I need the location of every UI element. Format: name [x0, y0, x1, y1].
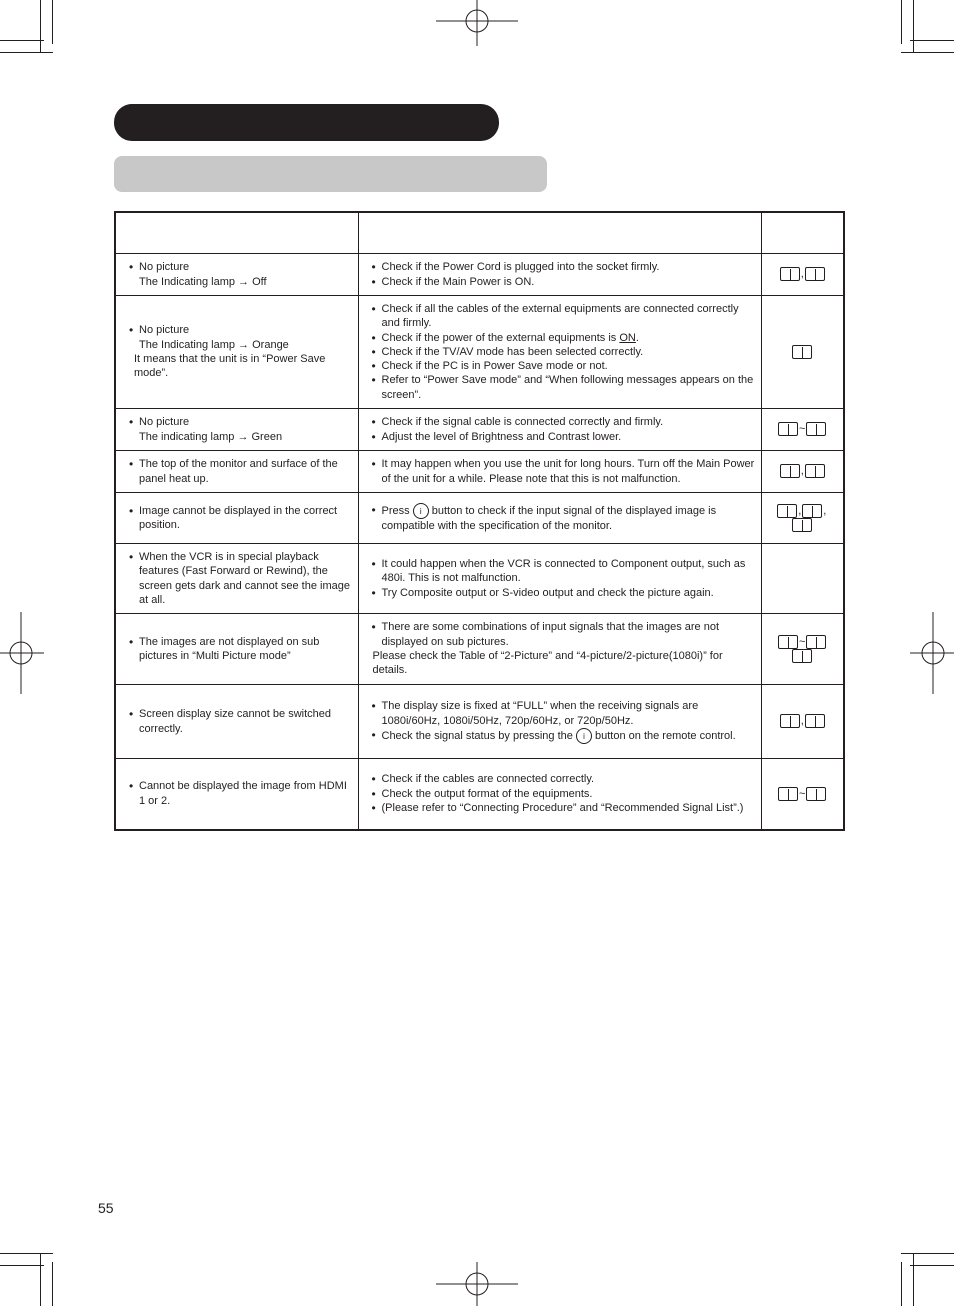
book-reference-icon	[778, 422, 798, 436]
symptom-cell	[115, 544, 358, 614]
symptom-cell	[115, 409, 358, 451]
reference-cell	[761, 451, 844, 493]
reference-separator: ~	[799, 635, 806, 648]
table-row	[115, 409, 844, 451]
remedy-cell	[358, 409, 761, 451]
remedy-item: • (Please refer to “Connecting Procedure” and “Recommended Signal List”.)	[373, 801, 755, 815]
book-reference-icon	[802, 504, 822, 518]
table-header-row	[115, 212, 844, 254]
symptom-item: • The images are not displayed on sub pictures in “Multi Picture mode”	[130, 635, 352, 664]
remedy-item: • There are some combinations of input signals that the images are not displayed on sub pictures.	[373, 620, 755, 649]
remedy-cell	[358, 685, 761, 759]
symptom-item: • No picture	[130, 323, 352, 337]
reference-separator: ~	[799, 423, 806, 436]
remedy-item: • Refer to “Power Save mode” and “When following messages appears on the screen”.	[373, 373, 755, 402]
book-reference-icon	[780, 714, 800, 728]
header-reference	[761, 212, 844, 254]
remedy-item	[373, 728, 755, 744]
book-reference-icon	[792, 649, 812, 663]
remedy-text: Press	[381, 504, 413, 517]
remedy-item: • Check if the PC is in Power Save mode or not.	[373, 359, 755, 373]
book-reference-icon	[780, 267, 800, 281]
remedy-cell	[358, 544, 761, 614]
reference-cell	[761, 544, 844, 614]
reference-cell	[761, 493, 844, 544]
symptom-cell	[115, 759, 358, 830]
reference-cell	[761, 296, 844, 409]
book-reference-icon	[806, 787, 826, 801]
remedy-item: • It could happen when the VCR is connected to Component output, such as 480i. This is not malfunction.	[373, 557, 755, 586]
remedy-item: • Check if all the cables of the external equipments are connected correctly and firmly.	[373, 302, 755, 331]
symptom-detail: The Indicating lamp → Orange	[139, 338, 289, 351]
remedy-text: Check if the power of the external equipments is	[381, 331, 620, 344]
remedy-cell	[358, 493, 761, 544]
book-reference-icon	[778, 635, 798, 649]
table-row	[115, 493, 844, 544]
remedy-item	[373, 503, 755, 533]
remedy-text: button to check if the input signal of the displayed image is compatible with the specification of the monitor.	[381, 504, 717, 532]
remedy-item: • The display size is fixed at “FULL” when the receiving signals are 1080i/60Hz, 1080i/50Hz, 720p/60Hz, or 720p/50Hz.	[373, 699, 755, 728]
remedy-cell	[358, 759, 761, 830]
header-symptom	[115, 212, 358, 254]
book-reference-icon	[778, 787, 798, 801]
reference-cell	[761, 614, 844, 685]
table-row	[115, 759, 844, 830]
remedy-emphasis: ON	[619, 331, 636, 344]
reference-separator: ,	[823, 504, 827, 517]
reference-separator: ,	[800, 465, 804, 478]
book-reference-icon	[777, 504, 797, 518]
table-row	[115, 254, 844, 296]
symptom-detail: The indicating lamp → Green	[139, 430, 283, 443]
reference-separator: ~	[799, 787, 806, 800]
reference-separator: ,	[798, 504, 802, 517]
symptom-cell	[115, 614, 358, 685]
header-remedy	[358, 212, 761, 254]
table-row	[115, 614, 844, 685]
symptom-note: It means that the unit is in “Power Save mode”.	[134, 353, 326, 380]
remedy-cell	[358, 614, 761, 685]
reference-separator: ,	[800, 715, 804, 728]
table-row	[115, 296, 844, 409]
remedy-item: • Check if the cables are connected correctly.	[373, 772, 755, 786]
reference-cell	[761, 685, 844, 759]
symptom-cell	[115, 493, 358, 544]
book-reference-icon	[806, 635, 826, 649]
symptom-item: • Image cannot be displayed in the correct position.	[130, 504, 352, 533]
registration-mark-top	[436, 0, 518, 46]
reference-cell	[761, 254, 844, 296]
remedy-item: • Adjust the level of Brightness and Contrast lower.	[373, 430, 755, 444]
remedy-item: • Check if the signal cable is connected correctly and firmly.	[373, 415, 755, 429]
reference-cell	[761, 409, 844, 451]
troubleshooting-table	[114, 211, 845, 831]
symptom-item: • The top of the monitor and surface of the panel heat up.	[130, 457, 352, 486]
table-row	[115, 685, 844, 759]
symptom-item: • No picture	[130, 415, 352, 429]
remedy-text: button on the remote control.	[591, 729, 736, 742]
remedy-cell	[358, 254, 761, 296]
table-row	[115, 451, 844, 493]
remedy-note: Please check the Table of “2-Picture” and “4-picture/2-picture(1080i)” for details.	[372, 650, 723, 677]
remedy-cell	[358, 296, 761, 409]
symptom-detail: The Indicating lamp → Off	[139, 275, 267, 288]
remedy-text: .	[635, 331, 639, 344]
remedy-item: • It may happen when you use the unit for long hours. Turn off the Main Power of the unit for a while. Please note that this is not malfunction.	[373, 457, 755, 486]
symptom-cell	[115, 296, 358, 409]
book-reference-icon	[780, 464, 800, 478]
book-reference-icon	[792, 518, 812, 532]
book-reference-icon	[805, 464, 825, 478]
remedy-item: • Check if the Power Cord is plugged into the socket firmly.	[373, 260, 755, 274]
symptom-item: • No picture	[130, 260, 352, 274]
book-reference-icon	[805, 267, 825, 281]
book-reference-icon	[805, 714, 825, 728]
reference-separator: ,	[800, 268, 804, 281]
info-button-icon: i	[576, 728, 592, 744]
remedy-item: • Check the output format of the equipments.	[373, 787, 755, 801]
reference-cell	[761, 759, 844, 830]
symptom-cell	[115, 451, 358, 493]
page-number: 55	[98, 1200, 114, 1216]
registration-mark-right	[910, 612, 954, 694]
info-button-icon: i	[413, 503, 429, 519]
subsection-title-bar	[114, 156, 547, 192]
registration-mark-bottom	[436, 1262, 518, 1306]
section-title-bar	[114, 104, 499, 141]
symptom-item: • Cannot be displayed the image from HDMI 1 or 2.	[130, 779, 352, 808]
symptom-cell	[115, 685, 358, 759]
remedy-item: • Try Composite output or S-video output and check the picture again.	[373, 586, 755, 600]
remedy-text: Check the signal status by pressing the	[381, 729, 576, 742]
registration-mark-left	[0, 612, 44, 694]
remedy-item: • Check if the TV/AV mode has been selected correctly.	[373, 345, 755, 359]
symptom-item: • When the VCR is in special playback features (Fast Forward or Rewind), the screen gets dark and cannot see the image at all.	[130, 550, 352, 607]
symptom-cell	[115, 254, 358, 296]
remedy-item: • Check if the Main Power is ON.	[373, 275, 755, 289]
book-reference-icon	[806, 422, 826, 436]
remedy-item	[373, 331, 755, 345]
book-reference-icon	[792, 345, 812, 359]
remedy-cell	[358, 451, 761, 493]
symptom-item: • Screen display size cannot be switched correctly.	[130, 707, 352, 736]
table-row	[115, 544, 844, 614]
